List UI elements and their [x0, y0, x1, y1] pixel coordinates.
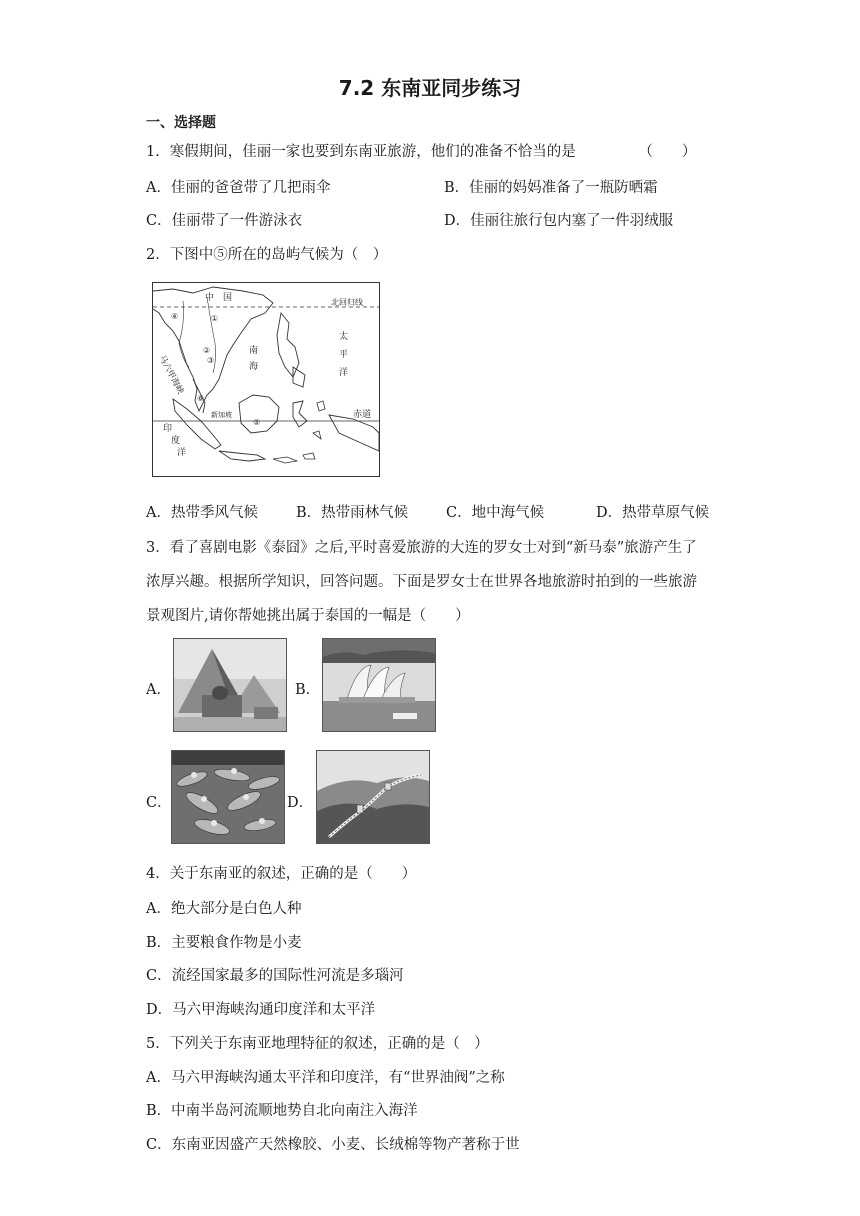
section-heading: 一、选择题	[146, 115, 216, 131]
q1-answer-bracket: （ ）	[638, 144, 697, 160]
page-title: 7.2 东南亚同步练习	[338, 76, 522, 100]
q1-stem-text: 1．寒假期间，佳丽一家也要到东南亚旅游，他们的准备不恰当的是	[146, 144, 576, 160]
q3-option-b-label: B．	[295, 682, 321, 698]
q3-stem-line-2: 浓厚兴趣。根据所学知识，回答问题。下面是罗女士在世界各地旅游时拍到的一些旅游	[146, 574, 697, 590]
q1-option-a: A．佳丽的爸爸带了几把雨伞	[146, 180, 331, 196]
q2-option-b: B．热带雨林气候	[296, 505, 409, 521]
q3-option-a-label: A．	[146, 682, 171, 698]
map-label-china: 中 国	[205, 293, 233, 303]
q3-option-d-label: D．	[287, 795, 314, 811]
map-label-equator: 赤道	[353, 410, 372, 420]
map-label-tropic: 北回归线	[331, 298, 363, 307]
map-marker-3: ③	[207, 356, 215, 365]
q2-stem: 2．下图中⑤所在的岛屿气候为（ ）	[146, 247, 388, 263]
q1-option-c: C．佳丽带了一件游泳衣	[146, 213, 303, 229]
map-label-scs-1: 南	[249, 346, 259, 356]
map-marker-5: ⑤	[253, 418, 261, 427]
q3-option-c-floating-market-photo	[171, 750, 285, 844]
q5-stem: 5．下列关于东南亚地理特征的叙述，正确的是（ ）	[146, 1036, 489, 1052]
q3-stem-line-1: 3．看了喜剧电影《泰囧》之后,平时喜爱旅游的大连的罗女士对到“新马泰”旅游产生了	[146, 540, 697, 556]
map-label-indian-1: 印	[163, 424, 173, 434]
q3-option-b-opera-house-photo	[322, 638, 436, 732]
map-label-malacca: 马六甲海峡	[156, 353, 186, 396]
map-marker-4: ④	[171, 312, 179, 321]
q5-option-c: C．东南亚因盛产天然橡胶、小麦、长绒棉等物产著称于世	[146, 1137, 520, 1153]
q4-option-c: C．流经国家最多的国际性河流是多瑙河	[146, 968, 404, 984]
map-label-pacific-3: 洋	[339, 368, 349, 378]
q1-option-b: B．佳丽的妈妈准备了一瓶防晒霜	[444, 180, 658, 196]
map-label-pacific-2: 平	[339, 350, 349, 360]
map-marker-6: ⑥	[197, 394, 205, 403]
q4-option-b: B．主要粮食作物是小麦	[146, 935, 302, 951]
q3-option-d-great-wall-photo	[316, 750, 430, 844]
q1-stem	[146, 140, 696, 161]
q4-option-a: A．绝大部分是白色人种	[146, 901, 302, 917]
q5-option-a: A．马六甲海峡沟通太平洋和印度洋，有“世界油阀”之称	[146, 1070, 505, 1086]
map-marker-1: ①	[211, 314, 219, 323]
q3-option-a-pyramids-photo	[173, 638, 287, 732]
q4-stem: 4．关于东南亚的叙述，正确的是（ ）	[146, 866, 417, 882]
q3-option-c-label: C．	[146, 795, 172, 811]
map-label-pacific-1: 太	[339, 332, 349, 342]
q2-option-a: A．热带季风气候	[146, 505, 258, 521]
map-label-indian-2: 度	[171, 436, 181, 446]
q3-stem-line-3: 景观图片,请你帮她挑出属于泰国的一幅是（ ）	[146, 608, 470, 624]
map-label-singapore: 新加坡	[211, 411, 232, 419]
q2-option-c: C．地中海气候	[446, 505, 545, 521]
q2-option-d: D．热带草原气候	[596, 505, 710, 521]
map-label-scs-2: 海	[249, 362, 259, 372]
map-marker-2: ②	[203, 346, 211, 355]
southeast-asia-map	[152, 282, 380, 477]
q5-option-b: B．中南半岛河流顺地势自北向南注入海洋	[146, 1103, 418, 1119]
q4-option-d: D．马六甲海峡沟通印度洋和太平洋	[146, 1002, 376, 1018]
map-label-indian-3: 洋	[177, 448, 187, 458]
q1-option-d: D．佳丽往旅行包内塞了一件羽绒服	[444, 213, 674, 229]
